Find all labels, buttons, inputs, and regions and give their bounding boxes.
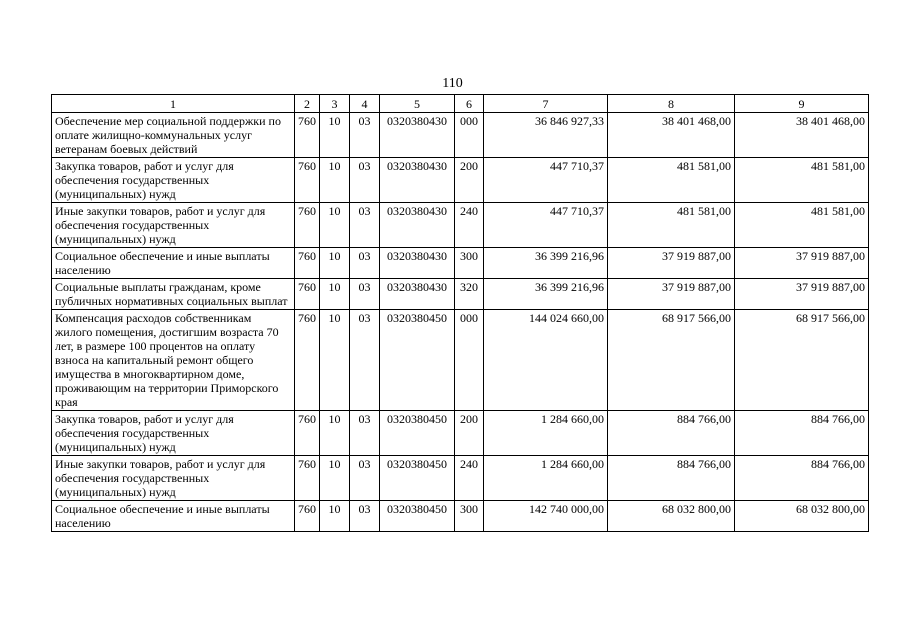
- ministry-code-cell: 760: [295, 411, 320, 456]
- amount-cell: 37 919 887,00: [735, 248, 869, 279]
- table-row: [52, 411, 869, 456]
- section-cell: 10: [320, 158, 350, 203]
- table-row: [52, 456, 869, 501]
- expense-type-cell: 240: [455, 456, 484, 501]
- subsection-cell: 03: [350, 279, 380, 310]
- table-row: [52, 158, 869, 203]
- column-header: 6: [455, 95, 484, 113]
- amount-cell: 36 846 927,33: [484, 113, 608, 158]
- ministry-code-cell: 760: [295, 501, 320, 532]
- expense-type-cell: 200: [455, 411, 484, 456]
- expense-type-cell: 200: [455, 158, 484, 203]
- amount-cell: 38 401 468,00: [735, 113, 869, 158]
- table-row: [52, 310, 869, 411]
- target-article-cell: 0320380430: [380, 248, 455, 279]
- description-cell: Социальное обеспечение и иные выплаты населению: [52, 248, 295, 279]
- amount-cell: 884 766,00: [735, 411, 869, 456]
- ministry-code-cell: 760: [295, 203, 320, 248]
- amount-cell: 37 919 887,00: [608, 248, 735, 279]
- table-row: [52, 248, 869, 279]
- amount-cell: 68 917 566,00: [735, 310, 869, 411]
- section-cell: 10: [320, 456, 350, 501]
- description-cell: Закупка товаров, работ и услуг для обеспечения государственных (муниципальных) нужд: [52, 411, 295, 456]
- expense-type-cell: 240: [455, 203, 484, 248]
- column-header: 1: [52, 95, 295, 113]
- target-article-cell: 0320380450: [380, 310, 455, 411]
- amount-cell: 447 710,37: [484, 203, 608, 248]
- amount-cell: 447 710,37: [484, 158, 608, 203]
- description-cell: Социальные выплаты гражданам, кроме публичных нормативных социальных выплат: [52, 279, 295, 310]
- section-cell: 10: [320, 203, 350, 248]
- expense-type-cell: 300: [455, 501, 484, 532]
- section-cell: 10: [320, 248, 350, 279]
- amount-cell: 38 401 468,00: [608, 113, 735, 158]
- column-header: 7: [484, 95, 608, 113]
- amount-cell: 1 284 660,00: [484, 411, 608, 456]
- subsection-cell: 03: [350, 411, 380, 456]
- subsection-cell: 03: [350, 310, 380, 411]
- description-cell: Обеспечение мер социальной поддержки по оплате жилищно-коммунальных услуг ветеранам боевых действий: [52, 113, 295, 158]
- amount-cell: 37 919 887,00: [608, 279, 735, 310]
- subsection-cell: 03: [350, 501, 380, 532]
- column-header: 5: [380, 95, 455, 113]
- description-cell: Социальное обеспечение и иные выплаты населению: [52, 501, 295, 532]
- description-cell: Иные закупки товаров, работ и услуг для обеспечения государственных (муниципальных) нужд: [52, 203, 295, 248]
- expense-type-cell: 000: [455, 310, 484, 411]
- amount-cell: 36 399 216,96: [484, 248, 608, 279]
- target-article-cell: 0320380430: [380, 113, 455, 158]
- target-article-cell: 0320380430: [380, 158, 455, 203]
- ministry-code-cell: 760: [295, 113, 320, 158]
- amount-cell: 68 917 566,00: [608, 310, 735, 411]
- subsection-cell: 03: [350, 203, 380, 248]
- amount-cell: 481 581,00: [608, 203, 735, 248]
- subsection-cell: 03: [350, 158, 380, 203]
- amount-cell: 481 581,00: [608, 158, 735, 203]
- amount-cell: 37 919 887,00: [735, 279, 869, 310]
- ministry-code-cell: 760: [295, 310, 320, 411]
- column-header: 8: [608, 95, 735, 113]
- ministry-code-cell: 760: [295, 158, 320, 203]
- amount-cell: 68 032 800,00: [608, 501, 735, 532]
- column-header: 2: [295, 95, 320, 113]
- amount-cell: 68 032 800,00: [735, 501, 869, 532]
- section-cell: 10: [320, 113, 350, 158]
- section-cell: 10: [320, 310, 350, 411]
- section-cell: 10: [320, 279, 350, 310]
- amount-cell: 884 766,00: [608, 456, 735, 501]
- amount-cell: 36 399 216,96: [484, 279, 608, 310]
- description-cell: Компенсация расходов собственникам жилого помещения, достигшим возраста 70 лет, в размере 100 процентов на оплату взноса на капитальный ремонт общего имущества в многоквартирном доме, проживающим на территории Приморского края: [52, 310, 295, 411]
- amount-cell: 144 024 660,00: [484, 310, 608, 411]
- budget-table: [51, 94, 869, 532]
- target-article-cell: 0320380430: [380, 279, 455, 310]
- expense-type-cell: 320: [455, 279, 484, 310]
- ministry-code-cell: 760: [295, 248, 320, 279]
- description-cell: Закупка товаров, работ и услуг для обеспечения государственных (муниципальных) нужд: [52, 158, 295, 203]
- description-cell: Иные закупки товаров, работ и услуг для обеспечения государственных (муниципальных) нужд: [52, 456, 295, 501]
- subsection-cell: 03: [350, 248, 380, 279]
- column-header: 3: [320, 95, 350, 113]
- amount-cell: 481 581,00: [735, 158, 869, 203]
- subsection-cell: 03: [350, 456, 380, 501]
- amount-cell: 884 766,00: [735, 456, 869, 501]
- table-row: [52, 203, 869, 248]
- expense-type-cell: 000: [455, 113, 484, 158]
- subsection-cell: 03: [350, 113, 380, 158]
- amount-cell: 481 581,00: [735, 203, 869, 248]
- table-row: [52, 501, 869, 532]
- target-article-cell: 0320380450: [380, 501, 455, 532]
- table-row: [52, 113, 869, 158]
- target-article-cell: 0320380430: [380, 203, 455, 248]
- header-row: [52, 95, 869, 113]
- table-row: [52, 279, 869, 310]
- page-number: 110: [442, 76, 463, 91]
- target-article-cell: 0320380450: [380, 456, 455, 501]
- section-cell: 10: [320, 501, 350, 532]
- section-cell: 10: [320, 411, 350, 456]
- target-article-cell: 0320380450: [380, 411, 455, 456]
- expense-type-cell: 300: [455, 248, 484, 279]
- amount-cell: 142 740 000,00: [484, 501, 608, 532]
- ministry-code-cell: 760: [295, 456, 320, 501]
- ministry-code-cell: 760: [295, 279, 320, 310]
- amount-cell: 884 766,00: [608, 411, 735, 456]
- column-header: 4: [350, 95, 380, 113]
- column-header: 9: [735, 95, 869, 113]
- amount-cell: 1 284 660,00: [484, 456, 608, 501]
